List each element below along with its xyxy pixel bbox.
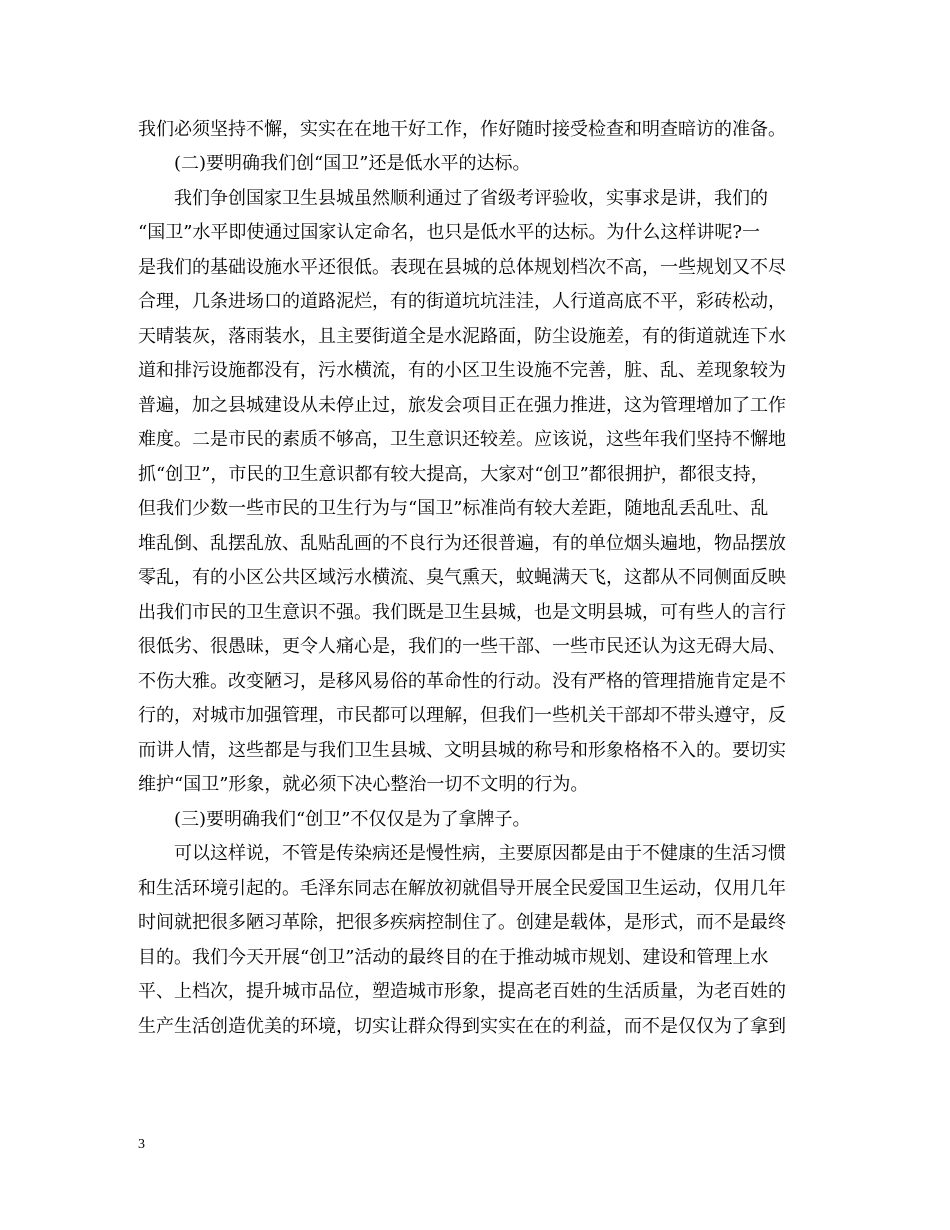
body-line: 平、上档次，提升城市品位，塑造城市形象，提高老百姓的生活质量，为老百姓的 (138, 981, 786, 1002)
body-line: 抓“创卫”，市民的卫生意识都有较大提高，大家对“创卫”都很拥护，都很支持， (138, 464, 769, 485)
body-line: 道和排污设施都没有，污水横流，有的小区卫生设施不完善，脏、乱、差现象较为 (138, 360, 786, 381)
body-line: 和生活环境引起的。毛泽东同志在解放初就倡导开展全民爱国卫生运动，仅用几年 (138, 878, 786, 899)
body-line: 出我们市民的卫生意识不强。我们既是卫生县城，也是文明县城，可有些人的言行 (138, 602, 786, 623)
body-line: 而讲人情，这些都是与我们卫生县城、文明县城的称号和形象格格不入的。要切实 (138, 740, 786, 761)
body-line: 维护“国卫”形象，就必须下决心整治一切不文明的行为。 (138, 774, 589, 795)
body-line: 是我们的基础设施水平还很低。表现在县城的总体规划档次不高，一些规划又不尽 (138, 257, 786, 278)
body-line: 目的。我们今天开展“创卫”活动的最终目的在于推动城市规划、建设和管理上水 (138, 947, 769, 968)
section-heading: (二)要明确我们创“国卫”还是低水平的达标。 (174, 153, 531, 174)
body-line: 时间就把很多陋习革除，把很多疾病控制住了。创建是载体，是形式，而不是最终 (138, 912, 786, 933)
body-line: “国卫”水平即使通过国家认定命名，也只是低水平的达标。为什么这样讲呢?一 (138, 222, 761, 243)
body-line: 我们争创国家卫生县城虽然顺利通过了省级考评验收，实事求是讲，我们的 (174, 188, 768, 209)
section-heading: (三)要明确我们“创卫”不仅仅是为了拿牌子。 (174, 809, 531, 830)
body-line: 但我们少数一些市民的卫生行为与“国卫”标准尚有较大差距，随地乱丢乱吐、乱 (138, 498, 769, 519)
body-line: 天晴装灰，落雨装水，且主要街道全是水泥路面，防尘设施差，有的街道就连下水 (138, 326, 786, 347)
body-line: 行的，对城市加强管理，市民都可以理解，但我们一些机关干部却不带头遵守，反 (138, 705, 786, 726)
page-number: 3 (138, 1137, 145, 1152)
body-line: 生产生活创造优美的环境，切实让群众得到实实在在的利益，而不是仅仅为了拿到 (138, 1016, 786, 1037)
body-line: 难度。二是市民的素质不够高，卫生意识还较差。应该说，这些年我们坚持不懈地 (138, 429, 786, 450)
body-line: 普遍，加之县城建设从未停止过，旅发会项目正在强力推进，这为管理增加了工作 (138, 395, 786, 416)
body-line: 不伤大雅。改变陋习，是移风易俗的革命性的行动。没有严格的管理措施肯定是不 (138, 671, 786, 692)
body-line: 可以这样说，不管是传染病还是慢性病，主要原因都是由于不健康的生活习惯 (174, 843, 786, 864)
body-line: 合理，几条进场口的道路泥烂，有的街道坑坑洼洼，人行道高底不平，彩砖松动， (138, 291, 786, 312)
body-line: 我们必须坚持不懈，实实在在地干好工作，作好随时接受检查和明查暗访的准备。 (138, 119, 786, 140)
body-line: 很低劣、很愚昧，更令人痛心是，我们的一些干部、一些市民还认为这无碍大局、 (138, 636, 786, 657)
body-line: 零乱，有的小区公共区域污水横流、臭气熏天，蚊蝇满天飞，这都从不同侧面反映 (138, 567, 786, 588)
body-line: 堆乱倒、乱摆乱放、乱贴乱画的不良行为还很普遍，有的单位烟头遍地，物品摆放 (138, 533, 786, 554)
